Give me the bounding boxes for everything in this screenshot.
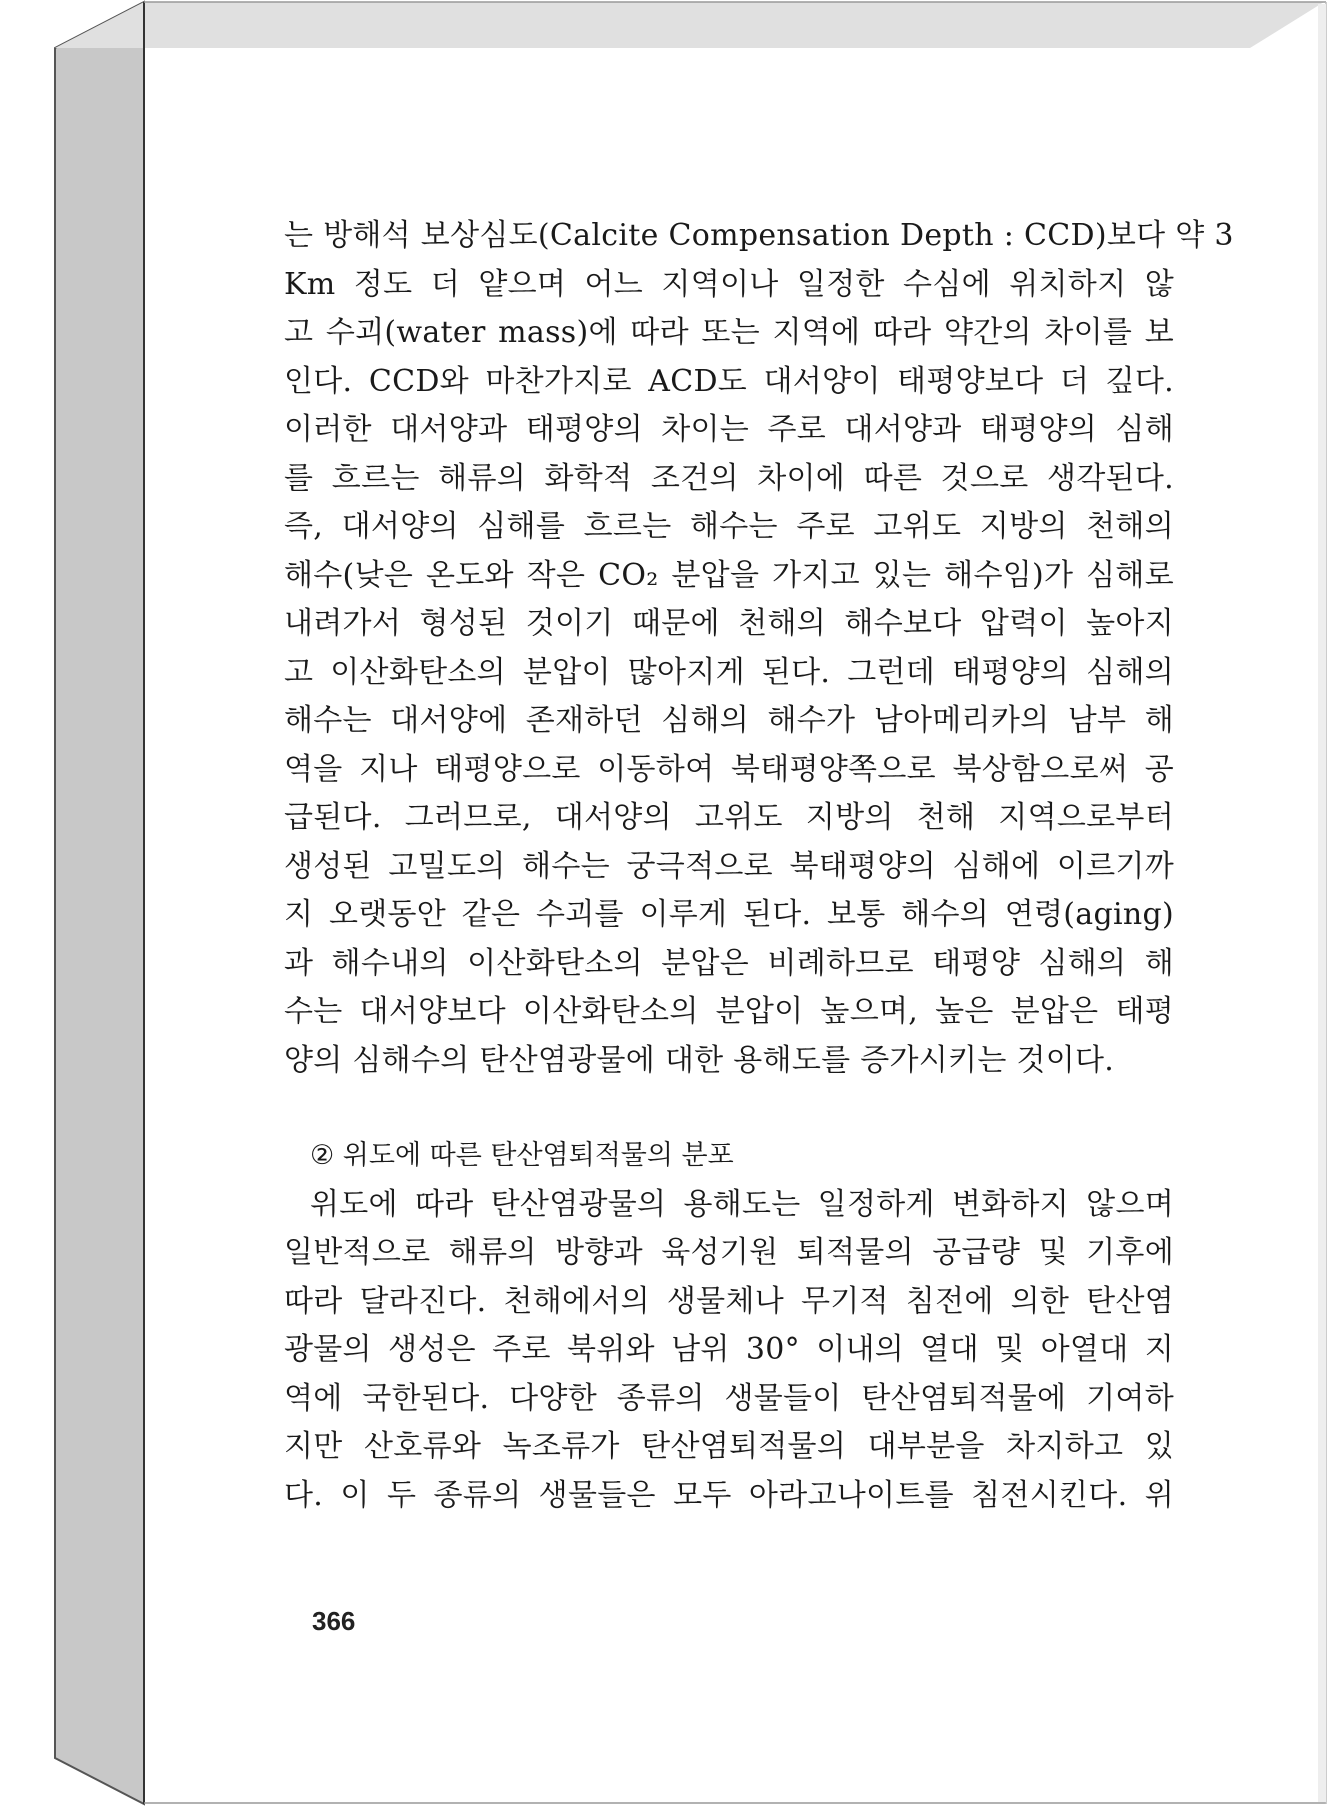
text-line: 즉, 대서양의 심해를 흐르는 해수는 주로 고위도 지방의 천해의 <box>284 509 1174 544</box>
section-heading: ② 위도에 따른 탄산염퇴적물의 분포 <box>310 1140 734 1171</box>
text-line: 역에 국한된다. 다양한 종류의 생물들이 탄산염퇴적물에 기여하 <box>284 1380 1174 1416</box>
text-line: 역을 지나 태평양으로 이동하여 북태평양쪽으로 북상함으로써 공 <box>284 751 1174 787</box>
text-line: 고 수괴(water mass)에 따라 또는 지역에 따라 약간의 차이를 보 <box>284 315 1174 350</box>
text-line: 인다. CCD와 마찬가지로 ACD도 대서양이 태평양보다 더 깊다. <box>284 363 1174 399</box>
text-line: 과 해수내의 이산화탄소의 분압은 비례하므로 태평양 심해의 해 <box>284 945 1174 981</box>
text-line: 따라 달라진다. 천해에서의 생물체나 무기적 침전에 의한 탄산염 <box>284 1283 1174 1319</box>
page-text <box>284 212 1234 1520</box>
book-spine-face <box>55 2 144 1804</box>
paragraph-1 <box>284 212 1234 1085</box>
text-line: 해수는 대서양에 존재하던 심해의 해수가 남아메리카의 남부 해 <box>284 703 1174 738</box>
text-line: 고 이산화탄소의 분압이 많아지게 된다. 그런데 태평양의 심해의 <box>284 654 1174 690</box>
text-line: 급된다. 그러므로, 대서양의 고위도 지방의 천해 지역으로부터 <box>284 800 1174 835</box>
text-line: 해수(낮은 온도와 작은 CO₂ 분압을 가지고 있는 해수임)가 심해로 <box>284 557 1174 593</box>
book-top-edge <box>55 2 1324 48</box>
text-line: 이러한 대서양과 태평양의 차이는 주로 대서양과 태평양의 심해 <box>284 412 1174 447</box>
text-line: 양의 심해수의 탄산염광물에 대한 용해도를 증가시키는 것이다. <box>284 1042 1115 1078</box>
paragraph-gap <box>284 1085 1174 1132</box>
paragraph-2 <box>284 1181 1174 1521</box>
text-line: 를 흐르는 해류의 화학적 조건의 차이에 따른 것으로 생각된다. <box>284 460 1174 496</box>
page-number: 366 <box>312 1606 356 1636</box>
text-line: 생성된 고밀도의 해수는 궁극적으로 북태평양의 심해에 이르기까 <box>284 848 1174 884</box>
text-line: 일반적으로 해류의 방향과 육성기원 퇴적물의 공급량 및 기후에 <box>284 1235 1174 1270</box>
text-line: Km 정도 더 얕으며 어느 지역이나 일정한 수심에 위치하지 않 <box>284 266 1174 302</box>
text-line: 지 오랫동안 같은 수괴를 이루게 된다. 보통 해수의 연령(aging) <box>284 897 1174 932</box>
text-line: 수는 대서양보다 이산화탄소의 분압이 높으며, 높은 분압은 태평 <box>284 994 1174 1029</box>
text-line: 내려가서 형성된 것이기 때문에 천해의 해수보다 압력이 높아지 <box>284 606 1174 641</box>
text-line: 위도에 따라 탄산염광물의 용해도는 일정하게 변화하지 않으며 <box>310 1186 1174 1222</box>
text-line: 다. 이 두 종류의 생물들은 모두 아라고나이트를 침전시킨다. 위 <box>284 1477 1174 1513</box>
page-right-shadow <box>1318 4 1326 1802</box>
text-line: 는 방해석 보상심도(Calcite Compensation Depth : CCD)보다 약 3 <box>284 218 1234 253</box>
text-line: 광물의 생성은 주로 북위와 남위 30° 이내의 열대 및 아열대 지 <box>284 1332 1174 1367</box>
text-line: 지만 산호류와 녹조류가 탄산염퇴적물의 대부분을 차지하고 있 <box>284 1429 1174 1464</box>
